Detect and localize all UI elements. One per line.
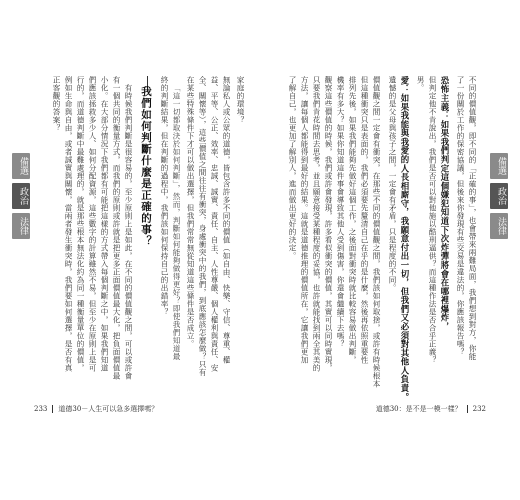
text-column: 男。 bbox=[416, 76, 425, 92]
left-page bbox=[10, 58, 261, 420]
side-tab: 法律 bbox=[490, 213, 508, 239]
text-column: 愛：如果我能與我愛的人長相廝守，我願意付出一切，但我們又必須對其他人負責。 bbox=[400, 76, 410, 402]
side-tab: 法律 bbox=[12, 213, 30, 239]
right-side-tabs bbox=[490, 153, 508, 239]
text-column: 價值觀之間一定會有衝突，在那些不同的價值觀之間，我們該如何取捨，或許有時候根本 bbox=[372, 76, 381, 388]
text-column: 益、平等、公正、效率、忠誠、誠實、責任、自主、人性尊嚴、個人權利與責任、安 bbox=[210, 76, 219, 372]
section-heading: 我們如何判斷什麼是正確的事？ bbox=[140, 86, 152, 247]
text-column: 但判定他不肯說出，我們是否可以對他施以酷刑逼供？而這種作法是否合乎正義？ bbox=[428, 76, 437, 364]
right-page-footer bbox=[376, 404, 486, 414]
left-side-tabs bbox=[12, 153, 30, 239]
text-column: 恐怖主義：如果我們判定這個嫌犯知道下次炸彈將會在哪裡爆炸， bbox=[440, 76, 450, 331]
running-title: 道德30：是不是一模一樣？ bbox=[375, 405, 462, 413]
text-column: 有一個共同的衡量方式，而我們的原則或許就是把更多正面價值最大化，把負面價值最 bbox=[112, 76, 121, 380]
text-column: 在某些特殊條件下才可以做出選擇，但我們常常無從知道這些條件是否成立。 bbox=[186, 76, 195, 348]
text-column: 全、關懷等），這些價值之間往往有衝突，身處衝突中的我們，到底應該怎麼做？只有 bbox=[198, 76, 207, 377]
right-page bbox=[260, 58, 510, 420]
text-column: 正客觀的答案？ bbox=[52, 76, 61, 132]
side-tab: 備選 bbox=[12, 153, 30, 179]
text-column: 但這種衝突只是表面的，我們必須要先釐清自己在乎的是什麼，然後再依照重要性 bbox=[360, 76, 369, 364]
side-tab: 備選 bbox=[490, 153, 508, 179]
page-number: 233 bbox=[34, 405, 48, 413]
side-tab: 政治 bbox=[490, 183, 508, 209]
text-column: 們應該拯救多少人、如何分配資源，這些數字的計算雖然不易，但至少在原則上是可 bbox=[88, 76, 97, 372]
text-column: 終的判斷結果，但在判斷的過程中，我們該如何保持自己的出錯率？ bbox=[160, 76, 169, 316]
text-column: 「這一切都取決於如何判斷」，然而，判斷如何能夠做得更好？即使我們知道最 bbox=[172, 84, 181, 361]
running-title: 道德30－人生可以急多選擇嗎？ bbox=[58, 405, 159, 413]
text-column: 遺憾的是父母與孩子之間，一定會有矛盾，只是程度的不同。 bbox=[388, 76, 397, 292]
text-column: 了解自己，也更加了解別人，進而做出更好的決定。 bbox=[288, 76, 297, 260]
text-column: 行的，而道德判斷中最難處理的，就是那些根本無法化約為同一種衡量單位的價值， bbox=[76, 76, 85, 372]
text-column: 不同的價值觀，即不同的「正確的事」，也會帶來兩難局面，我們想到對方，你能 bbox=[468, 76, 477, 361]
footer-divider bbox=[52, 405, 53, 413]
text-column: 了一份關於工作的保密協議，但後來你發現有些交易是違法的，你應該報告嗎？ bbox=[456, 76, 465, 356]
text-column: 例如生命與自由，或者誠實與關懷，當兩者發生衝突時，我們要如何選擇，是否有真 bbox=[64, 76, 73, 372]
text-column: 只要我們肯花時間去思考，並且願意接受某種程度的妥協，也許就能找到兩全其美的 bbox=[312, 76, 321, 372]
book-spread bbox=[10, 58, 510, 420]
text-column: 無論私人或公眾的道德，皆包含許多不同的價值（如自由、快樂、守信、尊重、權 bbox=[222, 76, 231, 364]
side-tab: 政治 bbox=[12, 183, 30, 209]
text-column: 方法，讓每個人都能得到最好的結果。這就是道德推理的價值所在，它讓我們更加 bbox=[300, 76, 309, 364]
text-column: 小化。在大部分情況下我們都有可能把這樣的方式帶入每個判斷之中，如果我們知道 bbox=[100, 76, 109, 372]
text-column: 家庭的環境？ bbox=[236, 76, 245, 124]
page-number: 232 bbox=[472, 405, 486, 413]
footer-divider bbox=[467, 405, 468, 413]
text-column: 有時候我們判斷是很容易的，至少原則上是如此，在不同的價值觀之間，可以或許會 bbox=[124, 84, 133, 380]
left-page-footer bbox=[34, 404, 158, 414]
text-column: 觀察這些價值的時候，我們或許會發現，許多看似衝突的價值，其實可以同時實現， bbox=[324, 76, 333, 372]
text-column: 排列先後，如果我們能夠先做好這個工作，之後面對衝突時就比較容易做出判斷， bbox=[348, 76, 357, 364]
text-column: 機率有多大？如果你知道這件事會導致其他人受到傷害，你還會繼續下去嗎？ bbox=[336, 76, 345, 348]
